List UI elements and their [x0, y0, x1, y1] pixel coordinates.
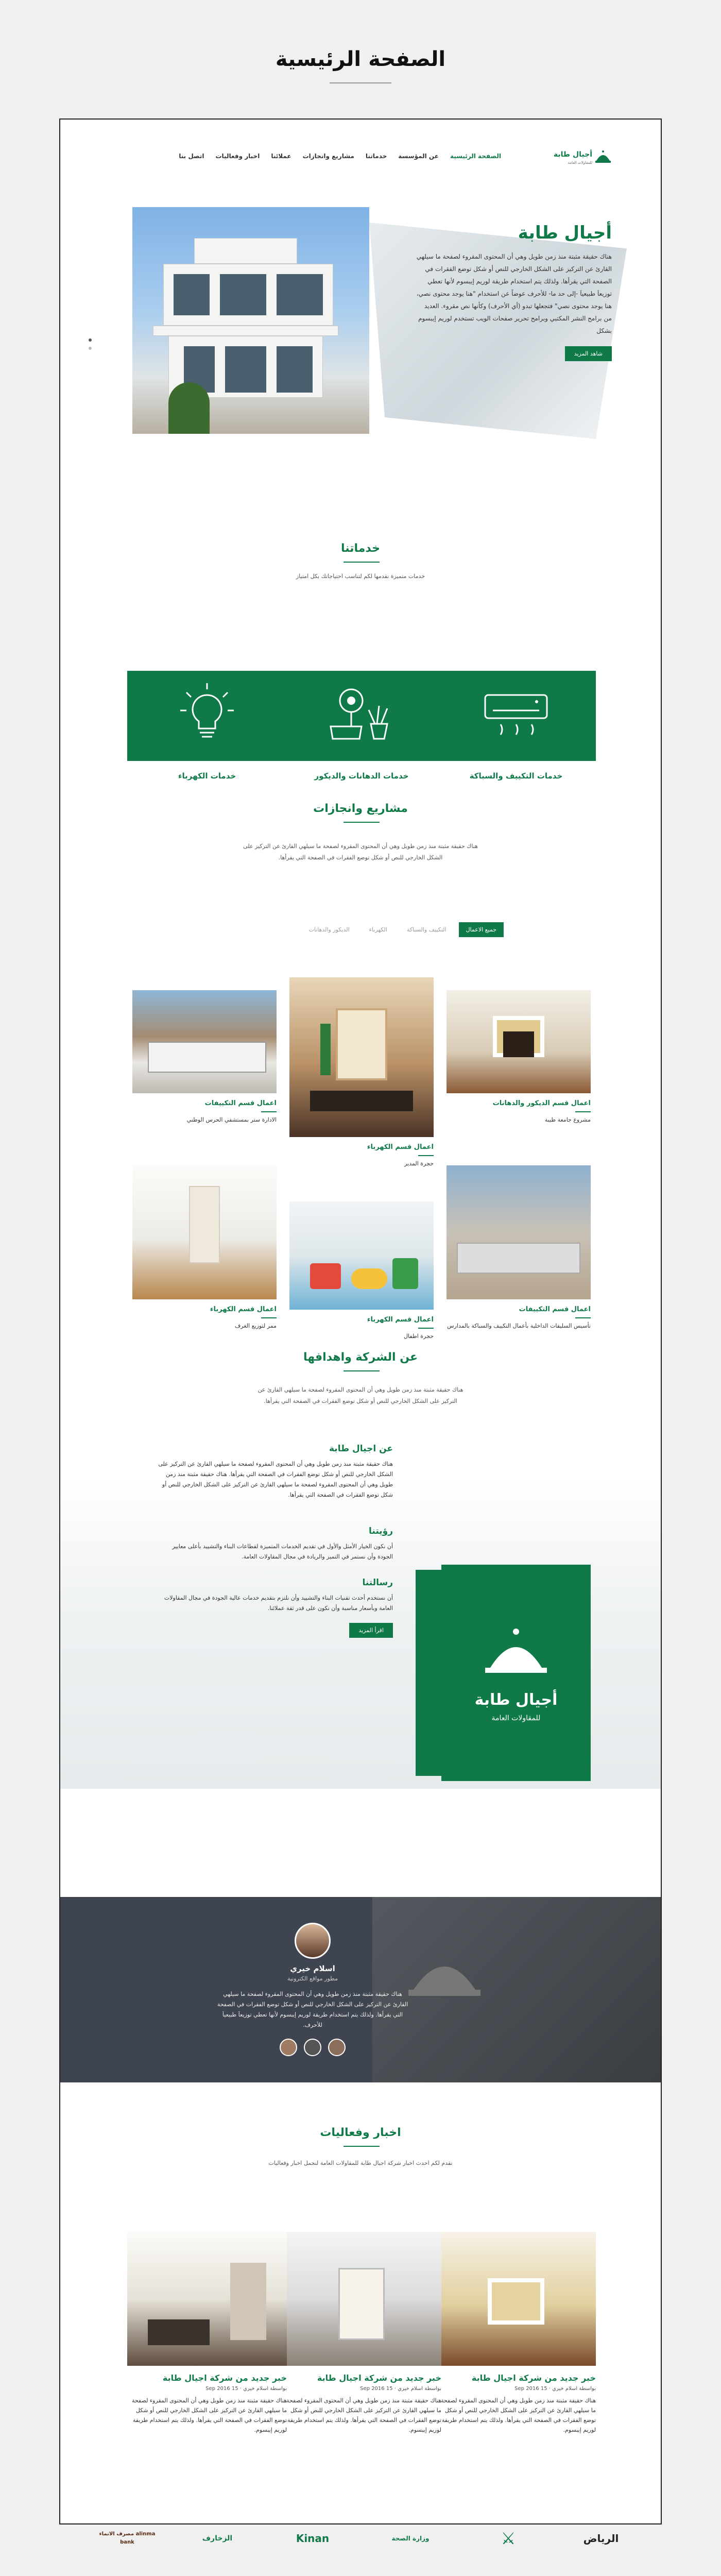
nav-item-news[interactable]: اخبار وفعاليات: [215, 152, 260, 160]
testimonial-name: اسلام خيري: [290, 1964, 335, 1973]
service-label-ac: خدمات التكييف والسباكة: [469, 771, 563, 781]
partner-logo[interactable]: مصرف الانماء alinma bank: [99, 2531, 156, 2545]
nav-item-home[interactable]: الصفحة الرئيسية: [450, 152, 501, 160]
about-block-title: رؤيتنا: [369, 1526, 393, 1536]
testimonial-avatar: [295, 1923, 331, 1959]
about-block-text: هناك حقيقة مثبتة منذ زمن طويل وهي أن المحتوى المقروء لصفحة ما سيلهي القارئ عن التركيز على الشكل الخارجي للنص أو شكل توضع الفقرات في الصفحة التي يقرأها. هناك حقيقة مثبتة منذ زمن طويل وهي أن المحتوى المقروء لصفحة ما سيلهي القارئ عن التركيز على الشكل الخارجي للنص أو شكل توضع الفقرات في الصفحة التي يقرأها.: [158, 1461, 393, 1498]
news-image: [282, 2232, 441, 2366]
about-block-text: أن نستخدم أحدث تقنيات البناء والتشييد وأن نلتزم بتقديم خدمات عالية الجودة في مجال المقاولات العامة وبأسعار مناسبة وأن نكون على قدر ثقة عملائنا.: [164, 1595, 393, 1612]
project-divider: [575, 1111, 591, 1112]
page-title: الصفحة الرئيسية: [275, 47, 446, 71]
lightbulb-icon: [176, 682, 238, 749]
project-title: اعمال قسم الكهرباء: [367, 1143, 434, 1151]
testimonial-thumb[interactable]: [328, 2039, 346, 2056]
project-image: [289, 1201, 434, 1310]
project-title: اعمال قسم التكييفات: [519, 1306, 591, 1313]
site-header: [60, 145, 661, 176]
hero-more-button[interactable]: شاهد المزيد: [565, 346, 612, 361]
about-block-mission: [156, 1578, 393, 1638]
service-card-paint[interactable]: [282, 671, 441, 761]
project-divider: [261, 1111, 277, 1112]
project-card[interactable]: [132, 1165, 277, 1329]
slider-dots: [89, 338, 92, 355]
project-image: [289, 977, 434, 1137]
company-logo-icon: [475, 1621, 557, 1683]
project-card[interactable]: [132, 990, 277, 1123]
project-title: اعمال قسم الديكور والدهانات: [492, 1099, 591, 1107]
news-date: Sep 2016 15: [205, 2386, 238, 2392]
news-text: هناك حقيقة مثبتة منذ زمن طويل وهي أن المحتوى المقروء لصفحة ما سيلهي القارئ عن التركيز على الشكل الخارجي للنص أو شكل توضع الفقرات في الصفحة التي يقرأها. ولذلك يتم استخدام طريقة لوريم إيبسوم.: [440, 2397, 596, 2433]
about-title: عن الشركة واهدافها: [303, 1351, 418, 1364]
project-divider: [418, 1328, 434, 1329]
nav-item-projects[interactable]: مشاريع وانجازات: [302, 152, 354, 160]
tab-ac[interactable]: التكييف والسباكة: [406, 926, 447, 933]
news-text: هناك حقيقة مثبتة منذ زمن طويل وهي أن المحتوى المقروء لصفحة ما سيلهي القارئ عن التركيز على الشكل الخارجي للنص أو شكل توضع الفقرات في الصفحة التي يقرأها. ولذلك يتم استخدام طريقة لوريم إيبسوم.: [286, 2397, 441, 2433]
website-frame: [59, 118, 662, 2548]
about-subtitle: هناك حقيقة مثبتة منذ زمن طويل وهي أن المحتوى المقروء لصفحة ما سيلهي القارئ عن التركيز على الشكل الخارجي للنص أو شكل توضع الفقرات في الصفحة التي يقرأها.: [258, 1386, 464, 1404]
services-title-underline: [344, 562, 380, 563]
paint-plant-icon: [325, 685, 398, 747]
project-title: اعمال قسم الكهرباء: [210, 1306, 277, 1313]
news-author: بواسطة اسلام خيري: [552, 2386, 596, 2392]
project-image: [132, 990, 277, 1093]
hero-title: أجيال طابة: [518, 223, 612, 243]
about-title-underline: [344, 1370, 380, 1371]
tab-all[interactable]: جميع الاعمال: [459, 922, 504, 937]
nav-item-contact[interactable]: اتصل بنا: [179, 152, 204, 160]
project-card[interactable]: [447, 990, 591, 1123]
project-divider: [418, 1155, 434, 1156]
testimonial-quote: هناك حقيقة مثبتة منذ زمن طويل وهي أن المحتوى المقروء لصفحة ما سيلهي القارئ عن التركيز على الشكل الخارجي للنص أو شكل توضع الفقرات في الصفحة التي يقرأها. ولذلك يتم استخدام طريقة لوريم إيبسوم لأنها تعطي توزيعاَ طبيعياَ للأحرف.: [217, 1991, 408, 2028]
services-title: خدماتنا: [341, 542, 380, 555]
services-subtitle: خدمات متميزة نقدمها لكم لتناسب احتياجاتك بكل امتياز: [296, 573, 425, 580]
news-meta: بواسطة اسلام خيري · Sep 2016 15: [205, 2386, 287, 2392]
nav-item-clients[interactable]: عملائنا: [271, 152, 291, 160]
news-card[interactable]: [282, 2232, 441, 2435]
nav-item-services[interactable]: خدماتنا: [365, 152, 387, 160]
project-desc: الادارة ستر بمستشفي الحرس الوطني: [186, 1116, 277, 1123]
service-label-electric: خدمات الكهرباء: [178, 771, 236, 781]
hero-section: [60, 207, 661, 449]
news-title: خبر جديد من شركة اجيال طابة: [471, 2373, 596, 2383]
page-title-underline: [330, 82, 391, 83]
news-title: خبر جديد من شركة اجيال طابة: [317, 2373, 441, 2383]
slider-dot[interactable]: [89, 338, 92, 342]
news-text: هناك حقيقة مثبتة منذ زمن طويل وهي أن المحتوى المقروء لصفحة ما سيلهي القارئ عن التركيز على الشكل الخارجي للنص أو شكل توضع الفقرات في الصفحة التي يقرأها. ولذلك يتم استخدام طريقة لوريم إيبسوم.: [131, 2397, 287, 2433]
testimonial-section: [60, 1897, 661, 2082]
project-divider: [261, 1317, 277, 1318]
news-date: Sep 2016 15: [360, 2386, 393, 2392]
slider-dot[interactable]: [89, 347, 92, 350]
project-image: [447, 990, 591, 1093]
about-logo-sub: للمقاولات العامة: [491, 1714, 541, 1722]
about-block-text: أن نكون الخيار الأمثل والأول في تقديم الخدمات المتميزة لقطاعات البناء والتشييد بأعلى معايير الجودة وأن نستمر في التميز والريادة في مجال المقاولات العامة.: [172, 1543, 393, 1560]
project-image: [132, 1165, 277, 1299]
news-image: [436, 2232, 596, 2366]
partner-logo[interactable]: Kinan: [296, 2532, 330, 2545]
projects-subtitle: هناك حقيقة مثبتة منذ زمن طويل وهي أن المحتوى المقروء لصفحة ما سيلهي القارئ عن التركيز على الشكل الخارجي للنص أو شكل توضع الفقرات في الصفحة التي يقرأها.: [243, 843, 478, 861]
about-block-title: عن اجيال طابة: [329, 1444, 393, 1454]
partner-logo[interactable]: وزارة الصحة: [391, 2535, 430, 2542]
about-block-vision: [156, 1526, 393, 1562]
service-card-ac[interactable]: [436, 671, 596, 761]
news-meta: بواسطة اسلام خيري · Sep 2016 15: [360, 2386, 441, 2392]
news-card[interactable]: [127, 2232, 287, 2435]
news-subtitle: نقدم لكم احدث اخبار شركة اجيال طابة للمقاولات العامة لنحمل اخبار وفعاليات: [268, 2160, 453, 2166]
about-block-company: [156, 1444, 393, 1500]
testimonial-avatars: [215, 2039, 410, 2058]
about-logo-name: أجيال طابة: [474, 1691, 558, 1709]
project-divider: [575, 1317, 591, 1318]
about-more-button[interactable]: اقرأ المزيد: [349, 1623, 393, 1638]
partner-logo[interactable]: الرياض: [583, 2532, 619, 2545]
news-title-underline: [344, 2146, 380, 2147]
projects-title-underline: [344, 822, 380, 823]
news-card[interactable]: [436, 2232, 596, 2435]
logo-dome-icon: [594, 148, 612, 165]
project-desc: مشروع جامعة طيبة: [544, 1116, 591, 1123]
project-desc: ممر لتوزيع الغرف: [234, 1323, 277, 1329]
hero-text-block: [416, 223, 612, 361]
news-author: بواسطة اسلام خيري: [398, 2386, 441, 2392]
projects-title: مشاريع وانجازات: [313, 802, 408, 815]
project-desc: حجرة المدير: [404, 1160, 434, 1167]
about-logo-card: [441, 1565, 591, 1781]
palm-swords-icon[interactable]: ⚔: [501, 2529, 516, 2548]
news-title: اخبار وفعاليات: [320, 2126, 401, 2139]
site-logo[interactable]: [550, 145, 612, 171]
service-card-electric[interactable]: [127, 671, 287, 761]
news-date: Sep 2016 15: [514, 2386, 547, 2392]
testimonial-background-image: [372, 1897, 661, 2082]
project-desc: تأسيس السليفات الداخلية بأعمال التكييف والسباكة بالمدارس: [447, 1323, 591, 1329]
news-author: بواسطة اسلام خيري: [243, 2386, 287, 2392]
project-image: [447, 1165, 591, 1299]
logo-text: أجيال طابة: [553, 150, 592, 159]
main-nav: [179, 152, 501, 160]
project-card[interactable]: [447, 1165, 591, 1329]
testimonial-thumb[interactable]: [304, 2039, 321, 2056]
project-title: اعمال قسم التكييفات: [204, 1099, 277, 1107]
logo-subtext: للمقاولات العامة: [568, 161, 592, 165]
project-card[interactable]: [289, 977, 434, 1167]
project-desc: حجرة اطفال: [404, 1333, 434, 1340]
testimonial-role: مطور مواقع الكترونية: [287, 1975, 338, 1982]
news-meta: بواسطة اسلام خيري · Sep 2016 15: [514, 2386, 596, 2392]
news-title: خبر جديد من شركة اجيال طابة: [162, 2373, 287, 2383]
air-conditioner-icon: [480, 687, 552, 744]
news-image: [127, 2232, 287, 2366]
tab-decor[interactable]: الديكور والدهانات: [308, 926, 350, 933]
projects-filter-tabs: [301, 922, 504, 937]
hero-description: هناك حقيقة مثبتة منذ زمن طويل وهي أن المحتوى المقروء لصفحة ما سيلهي القارئ عن التركيز على الشكل الخارجي للنص أو شكل توضع الفقرات في الصفحة التي يقرأها. ولذلك يتم استخدام طريقة لوريم إيبسوم لأنها تعطي توزيعاَ طبيعياَ -إلى حد ما- للأحرف عوضاً عن استخدام "هنا يوجد محتوى نصي، هنا يوجد محتوى نصي" فتجعلها تبدو (أي الأحرف) وكأنها نص مقروء. العديد من برامح النشر المكتبي وبرامح تحرير صفحات الويب تستخدم لوريم إيبسوم بشكل: [416, 253, 612, 334]
hero-building-image: [132, 207, 369, 434]
testimonial-thumb[interactable]: [280, 2039, 297, 2056]
partners-row: [60, 2523, 661, 2564]
testimonial-content: [215, 1897, 410, 2058]
tab-electric[interactable]: الكهرباء: [369, 926, 387, 933]
about-block-title: رسالتنا: [362, 1578, 393, 1588]
service-label-paint: خدمات الدهانات والديكور: [314, 771, 409, 781]
nav-item-about[interactable]: عن المؤسسة: [398, 152, 439, 160]
project-card[interactable]: [289, 1201, 434, 1340]
project-title: اعمال قسم الكهرباء: [367, 1316, 434, 1324]
partner-logo[interactable]: الزخارف: [202, 2534, 233, 2543]
